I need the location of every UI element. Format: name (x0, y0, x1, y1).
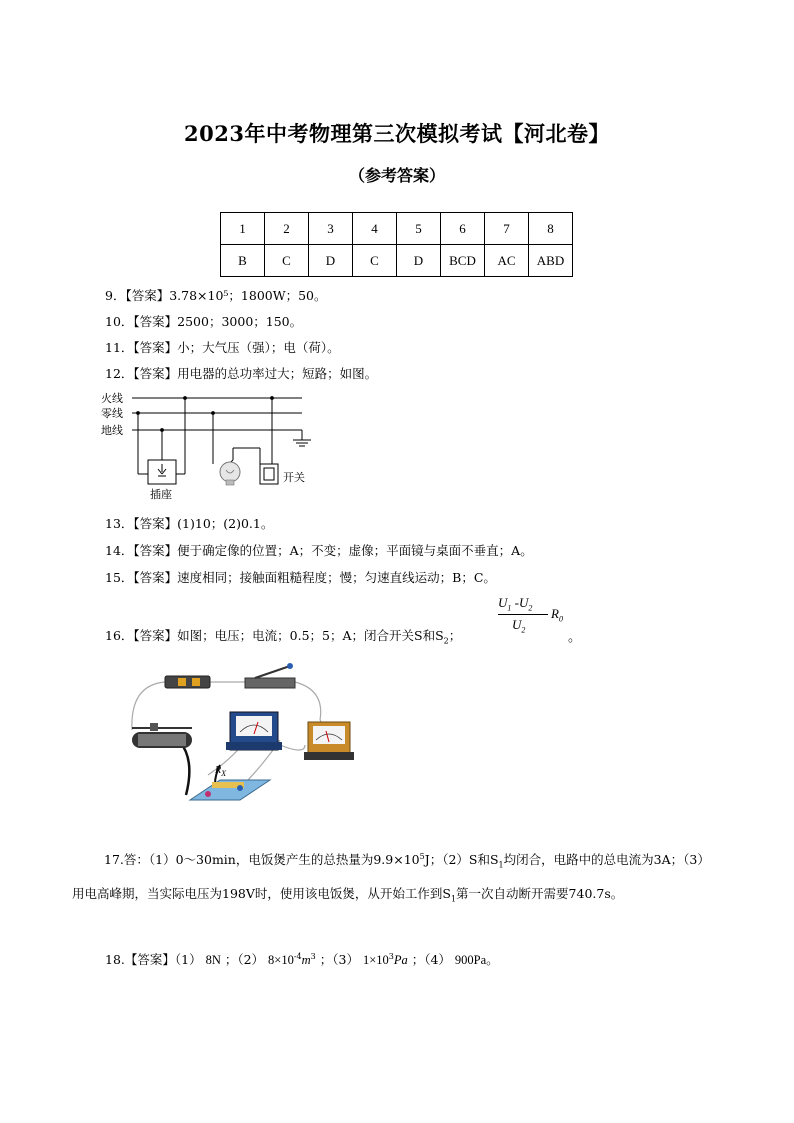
answer-table (220, 212, 573, 277)
socket-label: 插座 (150, 488, 172, 501)
table-cell: 2 (265, 213, 309, 245)
answer-q16 (105, 626, 461, 646)
q18-v3-sup: 3 (388, 951, 394, 961)
table-cell: C (353, 245, 397, 277)
q16-text: 16．【答案】如图；电压；电流；0.5；5；A；闭合开关S和S (105, 628, 444, 643)
household-circuit-diagram (100, 388, 315, 507)
table-cell: 5 (397, 213, 441, 245)
q18-v3: 1×10 (362, 953, 389, 967)
table-cell: D (309, 245, 353, 277)
frac-den-u: U (512, 617, 522, 632)
answer-q18 (105, 950, 499, 968)
q18-v2-sup: -4 (293, 951, 302, 961)
fraction-bar (498, 614, 548, 615)
fraction-denominator (512, 617, 525, 635)
fraction-numerator (498, 595, 532, 613)
apparatus-illustration (120, 660, 365, 814)
frac-u2-sub: 2 (528, 603, 533, 613)
rx-r: R (215, 765, 222, 776)
knife-switch-icon (245, 663, 295, 688)
answer-q17 (72, 843, 722, 913)
voltmeter-icon (226, 712, 282, 750)
neutral-wire-label: 零线 (101, 407, 123, 420)
answer-q9: 9．【答案】3.78×10⁵；1800W；50。 (105, 288, 327, 303)
table-cell: 1 (221, 213, 265, 245)
q17-sub2: 1 (450, 894, 457, 904)
battery-icon (165, 676, 210, 688)
table-cell: AC (485, 245, 529, 277)
page-title: 2023年中考物理第三次模拟考试【河北卷】 (184, 121, 610, 146)
answer-q10: 10．【答案】2500；3000；150。 (105, 314, 303, 329)
frac-den-sub: 2 (521, 625, 526, 635)
resistor-board-icon (190, 780, 270, 800)
answer-q13: 13．【答案】(1)10；(2)0.1。 (105, 516, 274, 531)
q18-e: 。 (486, 952, 499, 967)
q17-part3: 均闭合，电路中的总电流为3A；（3）用电高峰期，当实际电压为198V时，使用该电饭煲，从开始工作到S (72, 852, 710, 901)
q18-b: ；（2） (224, 952, 265, 967)
table-cell: 8 (529, 213, 573, 245)
live-wire-label: 火线 (101, 392, 123, 405)
answer-q15: 15．【答案】速度相同；接触面粗糙程度；慢；匀速直线运动；B；C。 (105, 570, 496, 585)
table-cell: 6 (441, 213, 485, 245)
q18-v3-unit: Pa (393, 953, 408, 967)
ground-wire-label: 地线 (101, 424, 123, 437)
answer-table-header-row (221, 213, 573, 245)
table-cell: 3 (309, 213, 353, 245)
bulb-icon (220, 462, 240, 485)
q18-a: 18.【答案】（1） (105, 952, 202, 967)
q17-part2: J；（2）S和S (424, 852, 499, 868)
rx-sub: X (221, 769, 226, 778)
rheostat-icon (132, 723, 192, 748)
table-cell: BCD (441, 245, 485, 277)
q17-part1: 17.答：（1）0～30min，电饭煲产生的总热量为9.9×10 (104, 852, 420, 868)
answer-q14: 14．【答案】便于确定像的位置；A；不变；虚像；平面镜与桌面不垂直；A。 (105, 543, 533, 558)
q18-v1: 8N (205, 953, 221, 967)
q16-sub: 2 (443, 636, 449, 646)
q16-suffix: ； (448, 628, 462, 643)
answer-q12: 12．【答案】用电器的总功率过大；短路；如图。 (105, 366, 378, 381)
frac-r-sub: 0 (558, 614, 563, 624)
frac-r: R (551, 606, 559, 621)
q18-c: ；（3） (319, 952, 359, 967)
answer-q11: 11．【答案】小；大气压（强）；电（荷）。 (105, 340, 340, 355)
q18-d: ；（4） (411, 952, 451, 967)
fraction-r0 (551, 606, 563, 624)
ammeter-icon (304, 722, 354, 760)
table-cell: B (221, 245, 265, 277)
table-cell: ABD (529, 245, 573, 277)
table-cell: 7 (485, 213, 529, 245)
q18-v2-unit-sup: 3 (310, 951, 316, 961)
answer-table-answer-row (221, 245, 573, 277)
rx-label (215, 765, 226, 778)
q18-v4: 900Pa (454, 953, 487, 967)
q18-v2-unit: m (301, 953, 311, 967)
q17-sup: 5 (419, 852, 425, 861)
q17-sub1: 1 (498, 860, 504, 870)
q17-part4: 第一次自动断开需要740.7s。 (456, 885, 624, 901)
table-cell: C (265, 245, 309, 277)
frac-u1-sub: 1 (507, 603, 512, 613)
frac-u2: -U (511, 595, 529, 610)
table-cell: 4 (353, 213, 397, 245)
fraction-end: 。 (568, 629, 582, 644)
frac-u1: U (498, 595, 508, 610)
page-subtitle: （参考答案） (348, 166, 445, 185)
switch-label: 开关 (283, 471, 305, 484)
q18-v2: 8×10 (268, 953, 294, 967)
table-cell: D (397, 245, 441, 277)
